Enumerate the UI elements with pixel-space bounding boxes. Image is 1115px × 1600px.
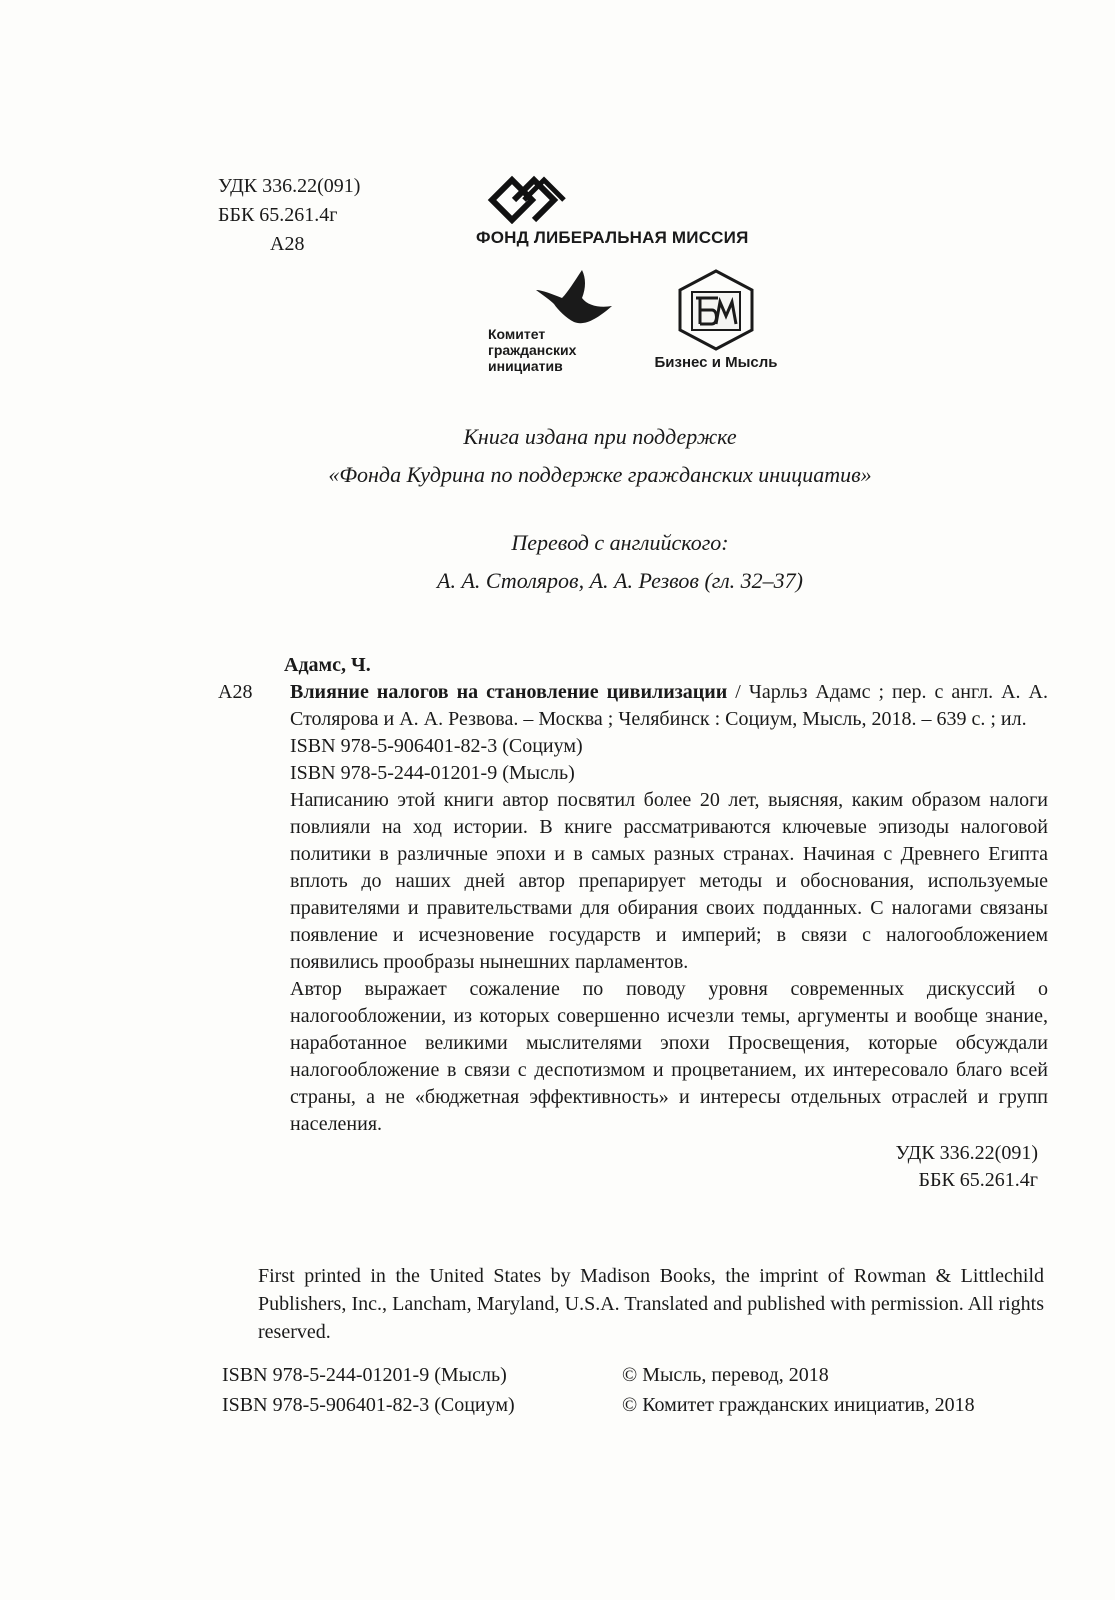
catalog-code: А28 [218, 681, 253, 703]
classification-block [218, 172, 360, 259]
catalog-isbn-socium: ISBN 978-5-906401-82-3 (Социум) [290, 735, 583, 757]
support-note [200, 418, 1000, 494]
catalog-record [218, 652, 1048, 1194]
catalog-imprint: / Чарльз Адамс ; пер. с англ. А. А. Столярова и А. А. Резвова. – Москва ; Челябинск : Социум, Мысль, 2018. – 639 с. ; ил. [290, 681, 1048, 730]
translation-line-1: Перевод с английского: [511, 530, 729, 555]
business-thought-name: Бизнес и Мысль [654, 354, 778, 371]
copyright-kgi: © Комитет гражданских инициатив, 2018 [622, 1394, 975, 1416]
abstract-paragraph-1: Написанию этой книги автор посвятил более 20 лет, выясняя, каким образом налоги повлияли на ход истории. В книге рассматриваются ключевые эпизоды налоговой политики в различные эпохи и в самых разных странах. Начиная с Древнего Египта вплоть до наших дней автор препарирует методы и обоснования, используемые правителями и правительствами для обирания своих подданных. С налогами связаны появление и исчезновение государств и империй; в связи с налогообложением появились прообразы нынешних парламентов. [290, 789, 1048, 973]
footer-isbn-list [222, 1360, 515, 1420]
catalog-abstract [218, 787, 1048, 1138]
footer-copyrights [622, 1360, 975, 1420]
civil-initiatives-logo [488, 268, 618, 374]
kgi-line-2: гражданских [488, 342, 577, 358]
kgi-line-1: Комитет [488, 326, 546, 342]
catalog-author: Адамс, Ч. [284, 654, 371, 676]
catalog-udk: УДК 336.22(091) [895, 1142, 1038, 1164]
hexagon-bm-icon [676, 268, 756, 352]
liberal-mission-name: ФОНД ЛИБЕРАЛЬНАЯ МИССИЯ [476, 228, 749, 247]
civil-initiatives-name [488, 326, 618, 374]
liberal-mission-logo [476, 172, 776, 248]
abstract-paragraph-2: Автор выражает сожаление по поводу уровня современных дискуссий о налогообложении, из которых совершенно исчезли темы, аргументы и вообще знание, наработанное великими мыслителями эпохи Просвещения, которые обсуждали налогообложение в связи с деспотизмом и процветанием, их интересовало благо всей страны, а не «бюджетная эффективность» и интересы отдельных отраслей и групп населения. [290, 978, 1048, 1135]
english-rights-notice: First printed in the United States by Madison Books, the imprint of Rowman & Littlechild Publishers, Inc., Lancham, Maryland, U.S.A. Translated and published with permission. All rights reserved. [258, 1265, 1044, 1343]
udk-code: УДК 336.22(091) [218, 175, 361, 197]
copyright-mysl: © Мысль, перевод, 2018 [622, 1364, 829, 1386]
bird-icon [488, 268, 618, 326]
support-line-2: «Фонда Кудрина по поддержке гражданских инициатив» [328, 462, 872, 487]
catalog-title: Влияние налогов на становление цивилизации [290, 681, 728, 703]
liberal-mission-emblem-icon [486, 172, 568, 224]
footer-isbn-socium: ISBN 978-5-906401-82-3 (Социум) [222, 1394, 515, 1416]
catalog-isbn-mysl: ISBN 978-5-244-01201-9 (Мысль) [290, 762, 575, 784]
translation-line-2: А. А. Столяров, А. А. Резвов (гл. 32–37) [437, 568, 803, 593]
author-mark: А28 [270, 233, 305, 255]
footer-isbn-mysl: ISBN 978-5-244-01201-9 (Мысль) [222, 1364, 507, 1386]
bbk-code: ББК 65.261.4г [218, 204, 338, 226]
catalog-codes [218, 1140, 1048, 1194]
kgi-line-3: инициатив [488, 358, 563, 374]
catalog-description [290, 679, 1048, 733]
catalog-entry [218, 679, 1048, 733]
support-line-1: Книга издана при поддержке [463, 424, 737, 449]
catalog-bbk: ББК 65.261.4г [918, 1169, 1038, 1191]
translation-credit [200, 524, 1040, 600]
business-thought-logo [636, 268, 796, 371]
